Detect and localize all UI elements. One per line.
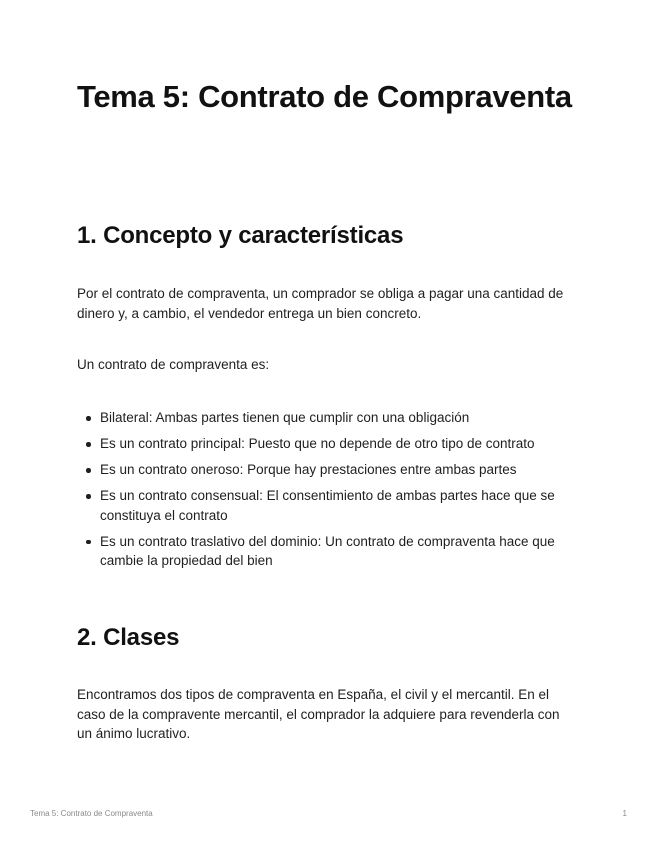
bullet-icon [86, 442, 91, 447]
list-item [100, 486, 577, 525]
list-item [100, 434, 577, 454]
section-paragraph-clases: Encontramos dos tipos de compraventa en España, el civil y el mercantil. En el caso de la compravente mercantil, el comprador la adquiere para revenderla con un ánimo lucrativo. [77, 687, 560, 741]
bullet-icon [86, 494, 91, 499]
section-heading-clases: 2. Clases [77, 624, 180, 651]
bullet-icon [86, 468, 91, 473]
list-item [100, 408, 577, 428]
list-item-text: Bilateral: Ambas partes tienen que cumplir con una obligación [100, 410, 470, 425]
section-heading-concepto: 1. Concepto y características [77, 222, 404, 249]
list-item-text: Es un contrato traslativo del dominio: Un contrato de compraventa hace que cambie la propiedad del bien [100, 533, 555, 568]
section-paragraph-intro-list: Un contrato de compraventa es: [77, 357, 270, 372]
characteristics-list [77, 408, 577, 571]
list-item-text: Es un contrato oneroso: Porque hay prestaciones entre ambas partes [100, 462, 517, 477]
list-item-text: Es un contrato consensual: El consentimiento de ambas partes hace que se constituya el contrato [100, 488, 555, 523]
list-item-text: Es un contrato principal: Puesto que no depende de otro tipo de contrato [100, 436, 535, 451]
document-content [77, 78, 577, 741]
bullet-icon [86, 416, 91, 421]
list-item [100, 460, 577, 480]
footer-page-number: 1 [622, 809, 627, 818]
characteristics-list-wrapper [77, 408, 577, 577]
bullet-icon [86, 540, 91, 545]
footer-doc-title: Tema 5: Contrato de Compraventa [30, 809, 153, 818]
document-title: Tema 5: Contrato de Compraventa [77, 79, 572, 114]
list-item [100, 532, 577, 571]
section-paragraph-definicion: Por el contrato de compraventa, un comprador se obliga a pagar una cantidad de dinero y, a cambio, el vendedor entrega un bien concreto. [77, 286, 564, 321]
